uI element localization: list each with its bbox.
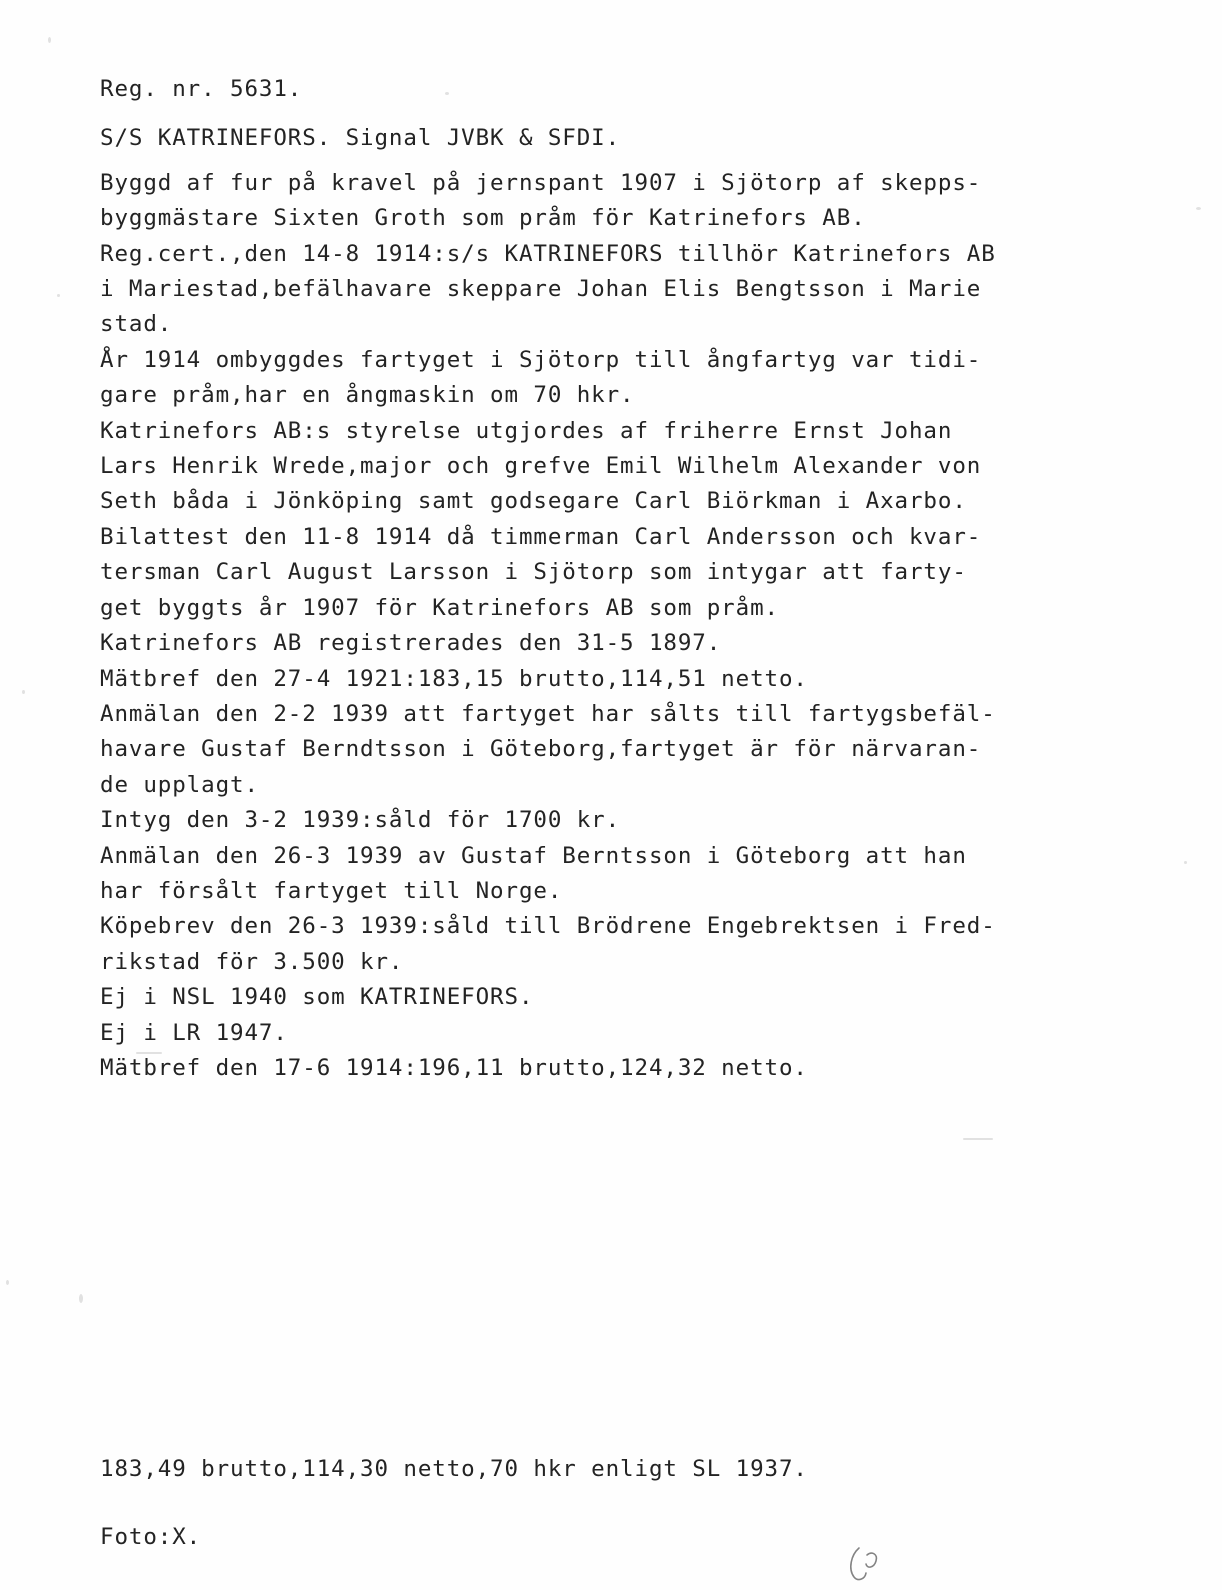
handwritten-mark [845,1545,885,1583]
paragraph-sale-1939 [100,697,1140,803]
paper-speckle [1196,207,1201,210]
text-line: Reg.cert.,den 14-8 1914:s/s KATRINEFORS tillhör Katrinefors AB [100,240,996,267]
text-line: Ej i NSL 1940 som KATRINEFORS. [100,984,534,1011]
paper-speckle [22,690,25,694]
paper-speckle [48,37,51,43]
paragraph-not-in-lr [100,1016,1140,1051]
text-line: de upplagt. [100,771,259,798]
paragraph-build [100,166,1140,237]
text-line: År 1914 ombyggdes fartyget i Sjötorp till ångfartyg var tidi- [100,346,982,373]
spacer [100,107,1140,121]
ship-name-signal-line: S/S KATRINEFORS. Signal JVBK & SFDI. [100,125,621,152]
paper-speckle [6,1280,9,1285]
paragraph-not-in-nsl [100,980,1140,1015]
paragraph-kopebrev [100,909,1140,980]
text-line: Intyg den 3-2 1939:såld för 1700 kr. [100,807,621,834]
text-line: rikstad för 3.500 kr. [100,948,404,975]
text-line: Anmälan den 26-3 1939 av Gustaf Berntsson i Göteborg att han [100,842,967,869]
text-line: Bilattest den 11-8 1914 då timmerman Carl Andersson och kvar- [100,523,982,550]
paragraph-board [100,414,1140,520]
paper-speckle [963,1138,993,1140]
text-line: Mätbref den 17-6 1914:196,11 brutto,124,32 netto. [100,1054,808,1081]
text-line: Anmälan den 2-2 1939 att fartyget har sålts till fartygsbefäl- [100,700,996,727]
text-line: Katrinefors AB:s styrelse utgjordes af friherre Ernst Johan [100,417,953,444]
spacer [100,1486,1140,1520]
spacer [100,157,1140,166]
paper-speckle [1184,861,1187,864]
text-line: har försålt fartyget till Norge. [100,877,563,904]
text-line: havare Gustaf Berndtsson i Göteborg,fartyget är för närvaran- [100,736,982,763]
paragraph-bilattest [100,520,1140,626]
text-line: Seth båda i Jönköping samt godsegare Carl Biörkman i Axarbo. [100,488,967,515]
photo-reference-line: Foto:X. [100,1524,202,1550]
paragraph-reg-cert [100,237,1140,343]
paragraph-anmalan-march-1939 [100,839,1140,910]
paragraph-matbref-1921 [100,662,1140,697]
text-line: byggmästare Sixten Groth som pråm för Katrinefors AB. [100,205,866,232]
document-text-body [100,72,1140,1086]
paragraph-company-registered [100,626,1140,661]
paragraph-intyg-1939 [100,803,1140,838]
text-line: Köpebrev den 26-3 1939:såld till Brödrene Engebrektsen i Fred- [100,913,996,940]
text-line: Mätbref den 27-4 1921:183,15 brutto,114,51 netto. [100,665,808,692]
text-line: Katrinefors AB registrerades den 31-5 1897. [100,630,722,657]
paper-speckle [57,294,60,297]
text-line: i Mariestad,befälhavare skeppare Johan Elis Bengtsson i Marie [100,276,982,303]
text-line: Byggd af fur på kravel på jernspant 1907 i Sjötorp af skepps- [100,169,982,196]
tonnage-summary-line: 183,49 brutto,114,30 netto,70 hkr enligt SL 1937. [100,1456,808,1482]
document-footer [100,1452,1140,1554]
text-line: tersman Carl August Larsson i Sjötorp som intygar att farty- [100,559,967,586]
text-line: Lars Henrik Wrede,major och grefve Emil Wilhelm Alexander von [100,453,982,480]
text-line: gare pråm,har en ångmaskin om 70 hkr. [100,382,635,409]
paragraph-rebuild-1914 [100,343,1140,414]
text-line: stad. [100,311,173,338]
paper-speckle [79,1294,83,1303]
registration-number-line: Reg. nr. 5631. [100,76,303,102]
text-line: Ej i LR 1947. [100,1019,288,1046]
paragraph-matbref-1914 [100,1051,1140,1086]
text-line: get byggts år 1907 för Katrinefors AB som pråm. [100,594,779,621]
